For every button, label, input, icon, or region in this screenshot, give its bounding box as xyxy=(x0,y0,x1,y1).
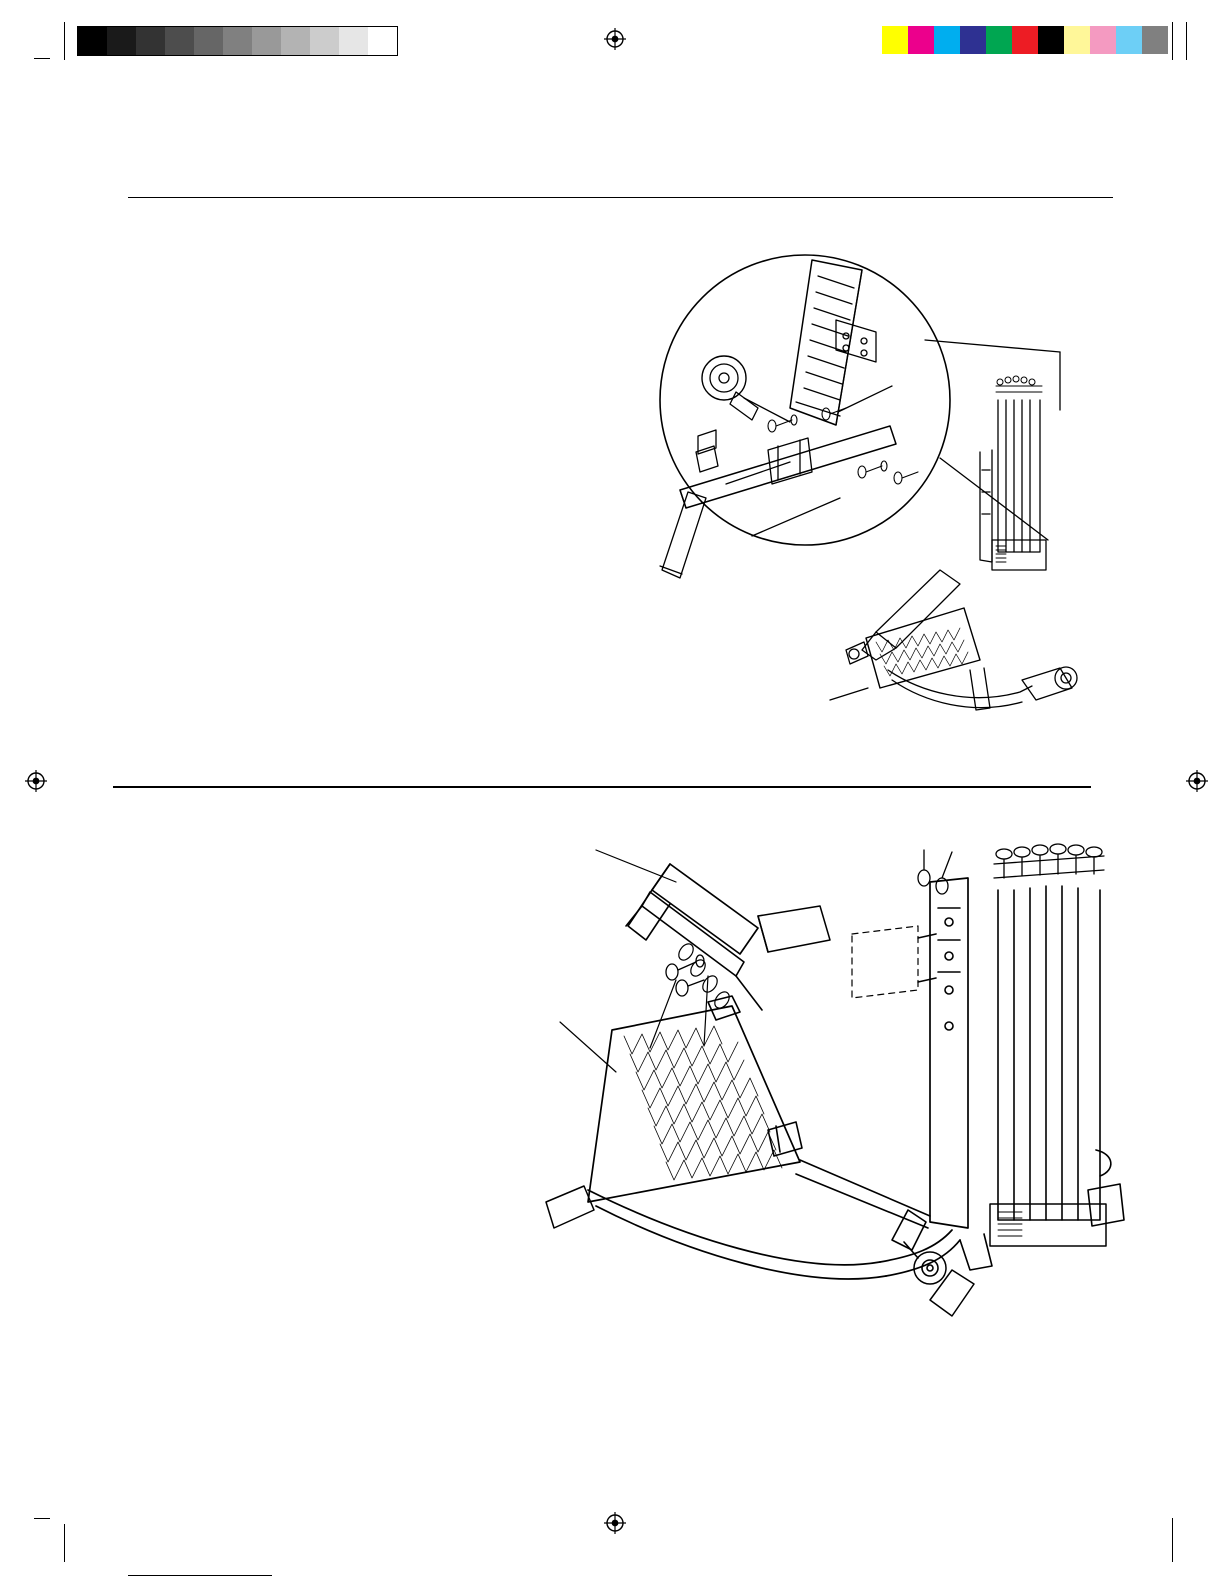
header-rule xyxy=(128,197,1113,198)
grayscale-step-wedge xyxy=(77,26,398,56)
color-swatch xyxy=(960,26,986,54)
grayscale-swatch xyxy=(368,27,397,55)
grayscale-swatch xyxy=(223,27,252,55)
trim-line-bottom-left xyxy=(64,1524,65,1562)
color-swatch xyxy=(1142,26,1168,54)
trim-tick-top-left xyxy=(34,58,50,59)
grayscale-swatch xyxy=(252,27,281,55)
trim-line-top-right-outer xyxy=(1186,22,1187,60)
color-swatch xyxy=(1116,26,1142,54)
grayscale-swatch xyxy=(281,27,310,55)
registration-mark-right xyxy=(1186,770,1208,792)
full-machine-assembly-diagram xyxy=(500,830,1140,1390)
process-color-control-bar xyxy=(882,26,1168,54)
color-swatch xyxy=(986,26,1012,54)
color-swatch xyxy=(882,26,908,54)
grayscale-swatch xyxy=(78,27,107,55)
registration-mark-top xyxy=(604,28,626,50)
registration-mark-bottom xyxy=(604,1512,626,1534)
grayscale-swatch xyxy=(107,27,136,55)
section-divider-rule xyxy=(113,786,1091,788)
color-swatch xyxy=(1038,26,1064,54)
color-swatch xyxy=(934,26,960,54)
grayscale-swatch xyxy=(136,27,165,55)
color-swatch xyxy=(1012,26,1038,54)
trim-line-top-right xyxy=(1172,22,1173,60)
trim-underline-bottom xyxy=(128,1575,272,1576)
grayscale-swatch xyxy=(339,27,368,55)
trim-tick-bottom-left xyxy=(34,1518,50,1519)
grayscale-swatch xyxy=(165,27,194,55)
color-swatch xyxy=(1064,26,1090,54)
grayscale-swatch xyxy=(310,27,339,55)
color-swatch xyxy=(1090,26,1116,54)
trim-line-bottom-right xyxy=(1172,1518,1173,1562)
trim-line-top-left xyxy=(64,22,65,60)
grayscale-swatch xyxy=(194,27,223,55)
registration-mark-left xyxy=(25,770,47,792)
detail-callout-assembly-diagram xyxy=(640,240,1140,740)
color-swatch xyxy=(908,26,934,54)
